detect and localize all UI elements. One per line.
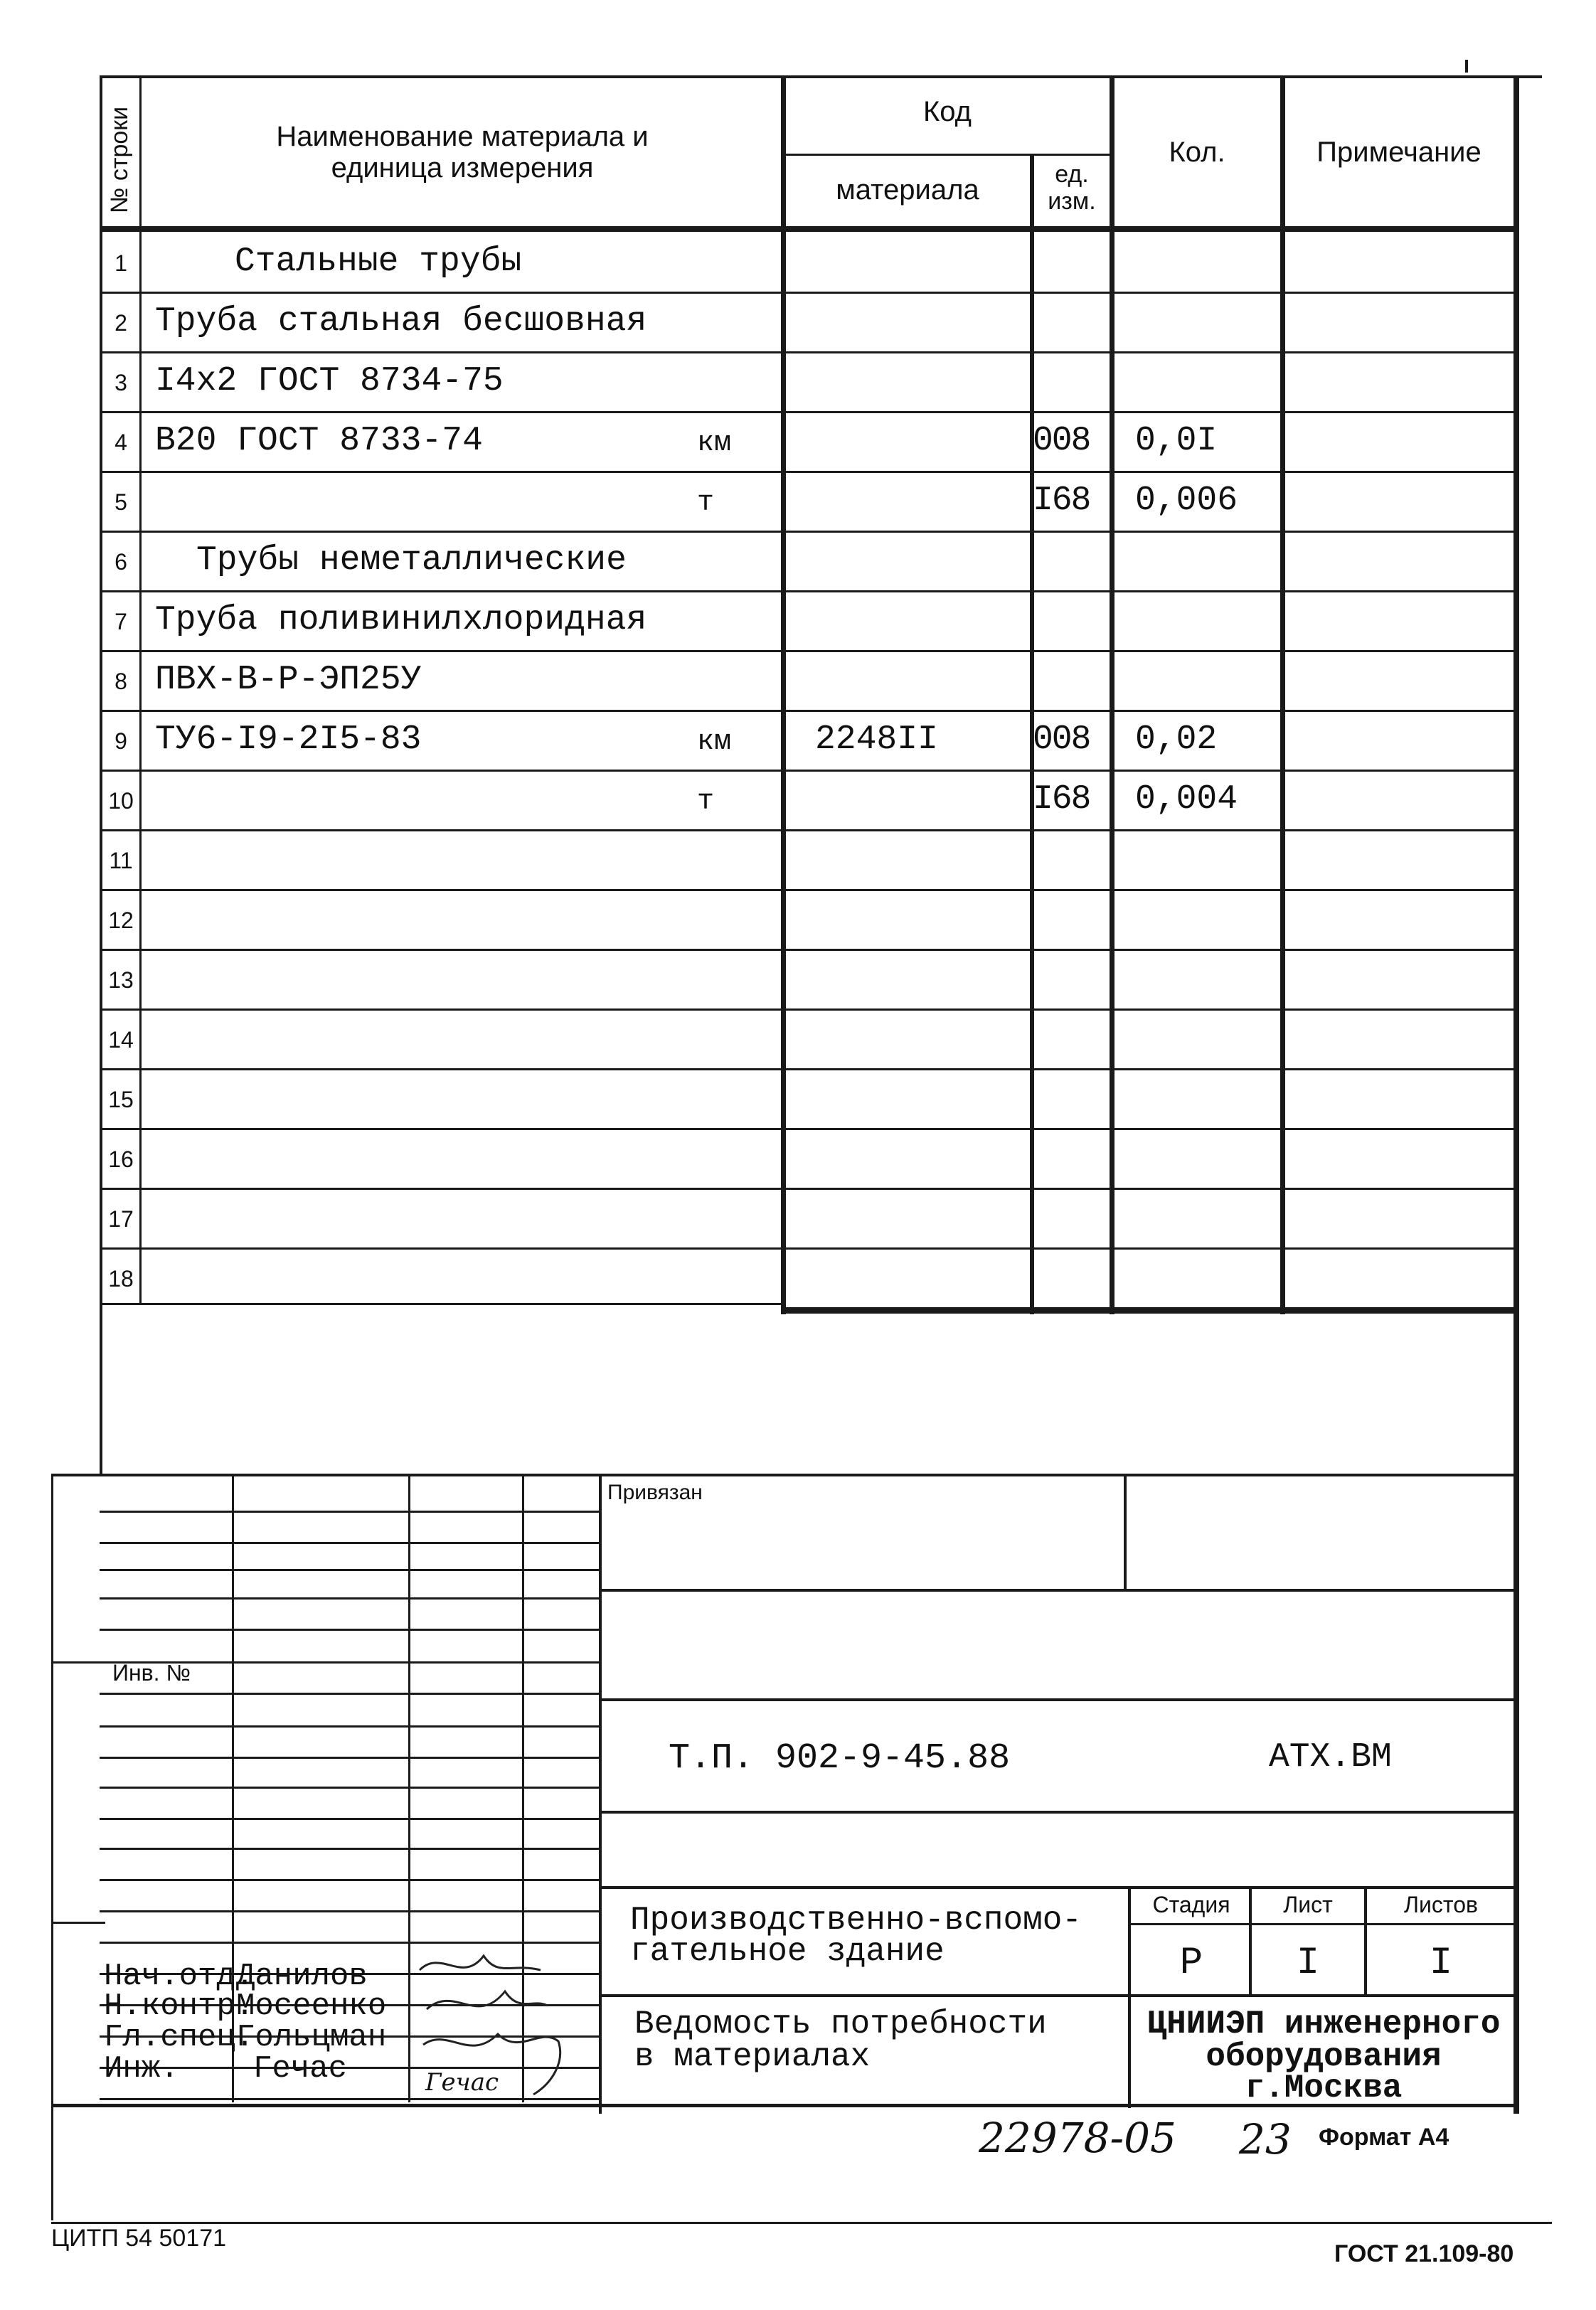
material-name: Трубы неметаллические — [196, 541, 627, 580]
row-number: 17 — [108, 1206, 134, 1232]
unit-name: т — [697, 786, 715, 818]
unit-code: I68 — [1033, 780, 1090, 819]
material-name: ТУ6-I9-2I5-83 — [155, 720, 422, 759]
format-label: Формат А4 — [1319, 2124, 1449, 2151]
quantity: 0,02 — [1135, 720, 1218, 759]
doc-mark: АТХ.ВМ — [1269, 1738, 1392, 1777]
row-number: 8 — [115, 669, 127, 694]
signatory-role: Н.контр. — [104, 1989, 255, 2024]
signatory-name: Гечас — [253, 2051, 348, 2087]
row-number: 14 — [108, 1027, 134, 1053]
sheets-value: I — [1429, 1942, 1453, 1985]
sheets-label: Листов — [1404, 1892, 1478, 1917]
header-qty: Кол. — [1169, 137, 1225, 168]
handwritten-number: 22978-05 — [979, 2114, 1176, 2162]
unit-code: 008 — [1033, 422, 1090, 460]
org-line-1: ЦНИИЭП инженерного — [1147, 2006, 1501, 2043]
signatory-name: Данилов — [236, 1959, 368, 1994]
stage-label: Стадия — [1152, 1892, 1230, 1917]
row-number: 4 — [115, 430, 127, 455]
signatory-role: Инж. — [104, 2051, 179, 2087]
material-name: Труба поливинилхлоридная — [155, 601, 647, 639]
row-number: 6 — [115, 549, 127, 575]
title-line-1: Ведомость потребности — [634, 2006, 1047, 2043]
sheet-value: I — [1296, 1942, 1320, 1985]
row-number: 15 — [108, 1087, 134, 1112]
row-number: 5 — [115, 489, 127, 515]
quantity: 0,006 — [1135, 481, 1238, 520]
left-code: ЦИТП 54 50171 — [51, 2225, 227, 2252]
unit-name: км — [697, 726, 732, 758]
quantity: 0,0I — [1135, 422, 1218, 460]
row-number: 2 — [115, 310, 127, 336]
quantity: 0,004 — [1135, 780, 1238, 819]
org-line-2: оборудования — [1206, 2038, 1442, 2075]
row-number: 16 — [108, 1146, 134, 1172]
material-name: Труба стальная бесшовная — [155, 302, 647, 341]
unit-code: 008 — [1033, 720, 1090, 759]
doc-code: Т.П. 902-9-45.88 — [669, 1738, 1011, 1779]
row-number: 1 — [115, 250, 127, 276]
row-number: 12 — [108, 907, 134, 933]
header-name: Наименование материала и единица измерения — [276, 121, 649, 183]
row-number: 3 — [115, 370, 127, 395]
material-code: 2248II — [815, 720, 938, 759]
row-number: 13 — [108, 967, 134, 993]
header-material: материала — [836, 174, 979, 206]
building-line-2: гательное здание — [630, 1933, 945, 1970]
header-row-number — [104, 106, 133, 213]
row-number: 11 — [109, 848, 133, 873]
material-name: Стальные трубы — [235, 243, 522, 281]
org-line-3: г.Москва — [1245, 2070, 1403, 2107]
privyazan-label: Привязан — [607, 1481, 703, 1504]
signatory-name: Гольцман — [236, 2020, 387, 2055]
material-name: I4x2 ГОСТ 8734-75 — [155, 362, 504, 400]
building-line-1: Производственно-вспомо- — [630, 1902, 1082, 1939]
header-row-number-text: № строки — [106, 106, 133, 213]
material-name: ПВХ-В-Р-ЭП25У — [155, 661, 422, 699]
stage-value: Р — [1179, 1942, 1203, 1985]
signatory-name: Мосеенко — [236, 1989, 387, 2024]
right-code: ГОСТ 21.109-80 — [1334, 2240, 1514, 2267]
signatory-role: Нач.отд. — [104, 1959, 255, 1994]
header-unit: ед. изм. — [1048, 161, 1096, 215]
unit-name: км — [697, 427, 732, 459]
material-name: B20 ГОСТ 8733-74 — [155, 422, 483, 460]
row-number: 7 — [115, 609, 127, 634]
unit-name: т — [697, 487, 715, 519]
signature-text: Гечас — [425, 2068, 499, 2097]
row-number: 10 — [108, 788, 134, 814]
sheet-label: Лист — [1283, 1892, 1333, 1917]
unit-code: I68 — [1033, 481, 1090, 520]
inv-no-label: Инв. № — [112, 1660, 191, 1686]
signatory-role: Гл.спец. — [104, 2020, 255, 2055]
header-code: Код — [922, 96, 972, 127]
page-number: 23 — [1239, 2115, 1292, 2163]
title-line-2: в материалах — [634, 2038, 871, 2075]
row-number: 9 — [115, 728, 127, 754]
row-number: 18 — [108, 1266, 134, 1292]
header-note: Примечание — [1316, 137, 1481, 168]
